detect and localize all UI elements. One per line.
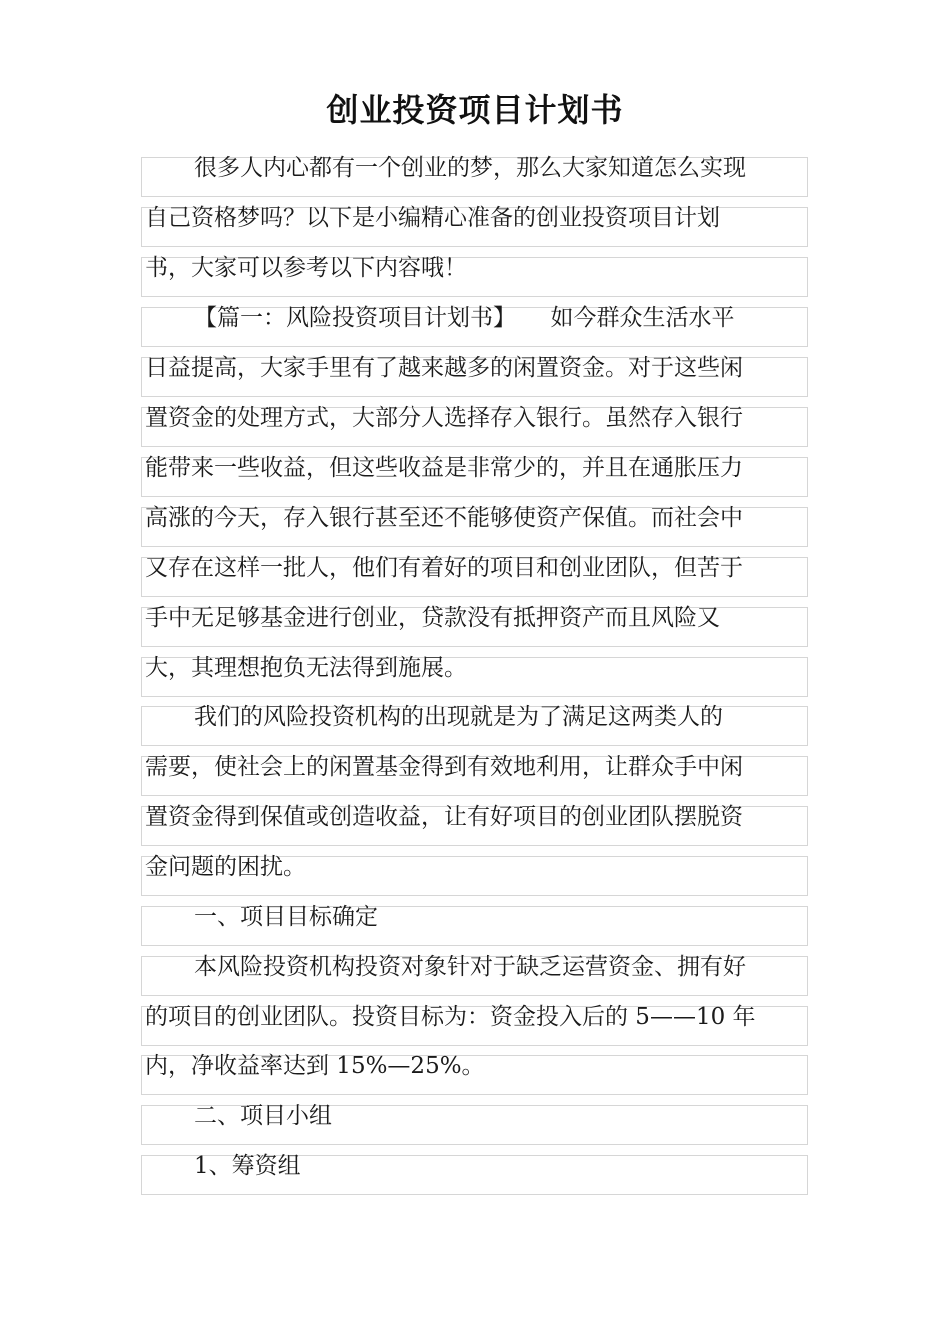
paragraph-line: 很多人内心都有一个创业的梦，那么大家知道怎么实现 (194, 155, 746, 181)
paragraph-line: 内，净收益率达到 15%—25%。 (145, 1053, 485, 1079)
paragraph-line: 【篇一：风险投资项目计划书】 如今群众生活水平 (194, 305, 735, 331)
paragraph-line: 书，大家可以参考以下内容哦！ (145, 255, 467, 281)
paragraph-line: 置资金得到保值或创造收益，让有好项目的创业团队摆脱资 (145, 804, 743, 830)
paragraph-line: 自己资格梦吗？以下是小编精心准备的创业投资项目计划 (145, 205, 720, 231)
paragraph-line: 的项目的创业团队。投资目标为：资金投入后的 5——10 年 (145, 1004, 756, 1030)
subsection-heading: 1、筹资组 (194, 1153, 301, 1179)
paragraph-line: 能带来一些收益，但这些收益是非常少的，并且在通胀压力 (145, 455, 743, 481)
paragraph-line: 高涨的今天，存入银行甚至还不能够使资产保值。而社会中 (145, 505, 743, 531)
paragraph-line: 我们的风险投资机构的出现就是为了满足这两类人的 (194, 704, 723, 730)
paragraph-line: 金问题的困扰。 (145, 854, 306, 880)
section-heading: 一、项目目标确定 (194, 904, 378, 930)
paragraph-line: 又存在这样一批人，他们有着好的项目和创业团队，但苦于 (145, 555, 743, 581)
document-title: 创业投资项目计划书 (326, 91, 624, 129)
paragraph-line: 置资金的处理方式，大部分人选择存入银行。虽然存入银行 (145, 405, 743, 431)
paragraph-line: 大，其理想抱负无法得到施展。 (145, 655, 467, 681)
paragraph-line: 需要，使社会上的闲置基金得到有效地利用，让群众手中闲 (145, 754, 743, 780)
paragraph-line: 本风险投资机构投资对象针对于缺乏运营资金、拥有好 (194, 954, 746, 980)
section-heading: 二、项目小组 (194, 1103, 332, 1129)
paragraph-line: 日益提高，大家手里有了越来越多的闲置资金。对于这些闲 (145, 355, 743, 381)
paragraph-line: 手中无足够基金进行创业，贷款没有抵押资产而且风险又 (145, 605, 720, 631)
